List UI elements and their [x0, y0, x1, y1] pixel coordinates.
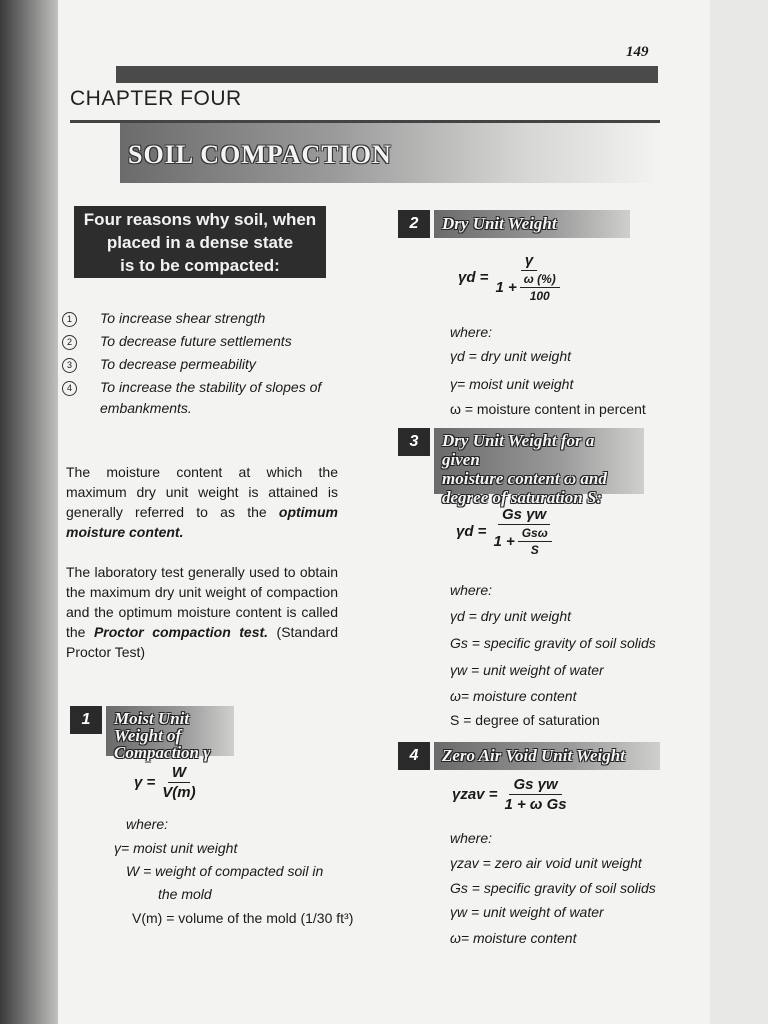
formula-denominator [489, 525, 558, 557]
formula-lhs: γd = [458, 269, 489, 286]
formula-denominator [491, 271, 566, 303]
section-number: 3 [398, 428, 430, 456]
section-number: 2 [398, 210, 430, 238]
formula-lhs: γzav = [452, 786, 498, 803]
definition: Gs = specific gravity of soil solids [450, 880, 656, 896]
definition: γd = dry unit weight [450, 348, 572, 364]
definition: γd = dry unit weight [450, 608, 572, 624]
definition: γw = unit weight of water [450, 662, 604, 678]
formula-dry-unit-weight-saturation [456, 506, 562, 557]
section-title: Zero Air Void Unit Weight [434, 742, 660, 770]
definition: γ= moist unit weight [114, 840, 238, 856]
formula-numerator: Gs γw [498, 506, 550, 525]
formula-inner-fraction [520, 272, 560, 303]
formula-moist-unit-weight [134, 764, 203, 801]
formula-inner-numerator: Gsω [518, 526, 552, 542]
formula-numerator: Gs γw [509, 776, 561, 795]
definition: ω= moisture content [450, 688, 577, 704]
formula-fraction [158, 764, 199, 801]
section-title: Moist Unit Weight of Compaction γ [106, 706, 234, 756]
chapter-label: CHAPTER FOUR [70, 87, 242, 110]
formula-inner-denominator: S [530, 543, 539, 557]
proctor-paragraph [66, 562, 338, 662]
book-page [58, 0, 710, 1024]
formula-fraction [489, 506, 558, 557]
section-header-3 [398, 428, 658, 507]
definition: ω = moisture content in percent [450, 401, 646, 417]
formula-den-prefix: 1 + [495, 279, 517, 296]
reason-item [58, 354, 358, 375]
paragraph-emphasis: optimum moisture content. [66, 504, 338, 540]
definition: W = weight of compacted soil in [126, 863, 324, 879]
formula-fraction [500, 776, 570, 813]
formula-den-prefix: 1 + [493, 533, 515, 550]
book-spine-shadow [0, 0, 64, 1024]
reasons-heading-box [74, 206, 326, 278]
formula-inner-numerator: ω (%) [520, 272, 560, 288]
formula-numerator: γ [521, 252, 537, 271]
chapter-title: SOIL COMPACTION [128, 140, 392, 169]
optimum-moisture-paragraph [66, 462, 338, 542]
reason-item [58, 331, 358, 352]
formula-inner-denominator: 100 [529, 289, 550, 303]
definition: γzav = zero air void unit weight [450, 855, 642, 871]
definition: the mold [158, 886, 212, 902]
section-title-line: Dry Unit Weight for a given [442, 431, 595, 469]
definition: V(m) = volume of the mold (1/30 ft³) [132, 910, 354, 926]
definition: γw = unit weight of water [450, 904, 604, 920]
section-title-line: moisture content ω and [442, 469, 607, 488]
reason-text: To increase the stability of slopes of embankments. [100, 379, 322, 416]
where-label: where: [126, 816, 169, 832]
formula-denominator: 1 + ω Gs [504, 796, 567, 813]
formula-denominator: V(m) [162, 784, 196, 801]
reason-item [58, 308, 358, 329]
reason-text: To decrease permeability [100, 356, 256, 372]
section-header-2 [398, 210, 648, 238]
definition: Gs = specific gravity of soil solids [450, 635, 656, 651]
section-number: 1 [70, 706, 102, 734]
paragraph-tail: (Standard Proctor Test) [66, 624, 339, 660]
formula-lhs: γd = [456, 523, 487, 540]
where-label: where: [450, 582, 493, 598]
formula-numerator: W [168, 764, 190, 783]
reason-item [58, 377, 358, 419]
section-header-4 [398, 742, 668, 770]
paragraph-text: The laboratory test generally used to obtain the maximum dry unit weight of compaction and the optimum moisture content is called the [66, 564, 338, 640]
reason-marker: 3 [62, 358, 77, 373]
where-label: where: [450, 324, 493, 340]
definition: γ= moist unit weight [450, 376, 574, 392]
reasons-heading-line: placed in a dense state [106, 233, 294, 252]
reasons-heading-line: is to be compacted: [120, 256, 280, 275]
reasons-heading-line: Four reasons why soil, when [83, 210, 317, 229]
formula-fraction [491, 252, 566, 303]
paragraph-emphasis: Proctor compaction test. [93, 624, 269, 640]
formula-inner-fraction [518, 526, 552, 557]
section-title: Dry Unit Weight [434, 210, 630, 238]
reason-text: To increase shear strength [100, 310, 266, 326]
where-label: where: [450, 830, 493, 846]
formula-lhs: γ = [134, 774, 156, 791]
header-bar [116, 66, 658, 83]
definition: S = degree of saturation [450, 712, 600, 728]
section-title-line: degree of saturation S: [442, 488, 603, 507]
reason-marker: 1 [62, 312, 77, 327]
paragraph-text: The moisture content at which the maximum dry unit weight is attained is generally referred to as the [66, 464, 338, 520]
reason-marker: 4 [62, 381, 77, 396]
page-number: 149 [626, 44, 649, 60]
section-header-1 [70, 706, 270, 762]
formula-zero-air-void [452, 776, 574, 813]
definition: ω= moisture content [450, 930, 577, 946]
reason-marker: 2 [62, 335, 77, 350]
formula-dry-unit-weight [458, 252, 570, 303]
section-title [434, 428, 644, 507]
reason-text: To decrease future settlements [100, 333, 292, 349]
section-number: 4 [398, 742, 430, 770]
